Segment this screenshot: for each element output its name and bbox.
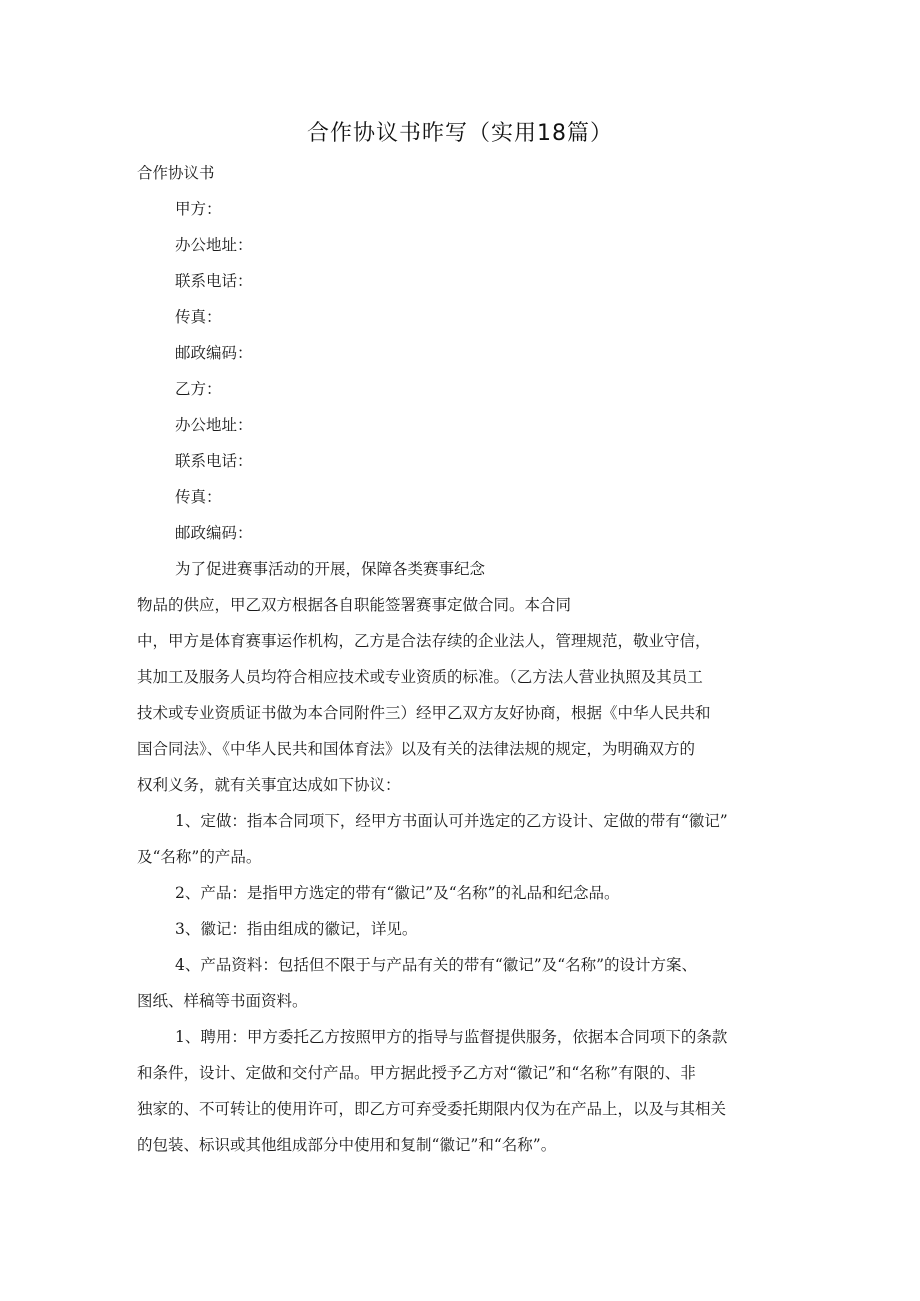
party-a-label: 甲方： [175,200,222,218]
party-a-postcode-label: 邮政编码： [175,344,253,362]
party-a-address-label: 办公地址： [175,236,253,254]
clause-line: 1、定做：指本合同项下，经甲方书面认可并选定的乙方设计、定做的带有“徽记” [175,812,728,830]
intro-paragraph-line: 中，甲方是体育赛事运作机构，乙方是合法存续的企业法人，管理规范，敬业守信， [137,632,711,650]
clause-line: 独家的、不可转让的使用许可，即乙方可弃受委托期限内仅为在产品上，以及与其相关 [137,1100,727,1118]
clause-line: 3、徽记：指由组成的徽记，详见。 [175,920,418,938]
clause-line: 图纸、样稿等书面资料。 [137,992,308,1010]
clause-line: 和条件，设计、定做和交付产品。甲方据此授予乙方对“徽记”和“名称”有限的、非 [137,1064,696,1082]
document-title: 合作协议书昨写（实用18篇） [307,121,613,146]
party-b-address-label: 办公地址： [175,416,253,434]
clause-line: 的包装、标识或其他组成部分中使用和复制“徽记”和“名称”。 [137,1136,557,1154]
intro-paragraph-line: 技术或专业资质证书做为本合同附件三）经甲乙双方友好协商，根据《中华人民共和 [137,704,711,722]
intro-paragraph-line: 其加工及服务人员均符合相应技术或专业资质的标准。（乙方法人营业执照及其员工 [137,668,703,686]
intro-paragraph-line: 为了促进赛事活动的开展，保障各类赛事纪念 [175,560,486,578]
clause-line: 4、产品资料：包括但不限于与产品有关的带有“徽记”及“名称”的设计方案、 [175,956,698,974]
party-a-fax-label: 传真： [175,308,222,326]
party-a-phone-label: 联系电话： [175,272,253,290]
party-b-label: 乙方： [175,380,222,398]
party-b-postcode-label: 邮政编码： [175,524,253,542]
intro-paragraph-line: 物品的供应，甲乙双方根据各自职能签署赛事定做合同。本合同 [137,596,572,614]
party-b-fax-label: 传真： [175,488,222,506]
document-subtitle: 合作协议书 [137,164,215,182]
party-b-phone-label: 联系电话： [175,452,253,470]
clause-line: 1、聘用：甲方委托乙方按照甲方的指导与监督提供服务，依据本合同项下的条款 [175,1028,728,1046]
clause-line: 2、产品：是指甲方选定的带有“徽记”及“名称”的礼品和纪念品。 [175,884,620,902]
intro-paragraph-line: 国合同法》、《中华人民共和国体育法》以及有关的法律法规的规定，为明确双方的 [137,740,696,758]
clause-line: 及“名称”的产品。 [137,848,262,866]
intro-paragraph-line: 权利义务，就有关事宜达成如下协议： [137,776,401,794]
